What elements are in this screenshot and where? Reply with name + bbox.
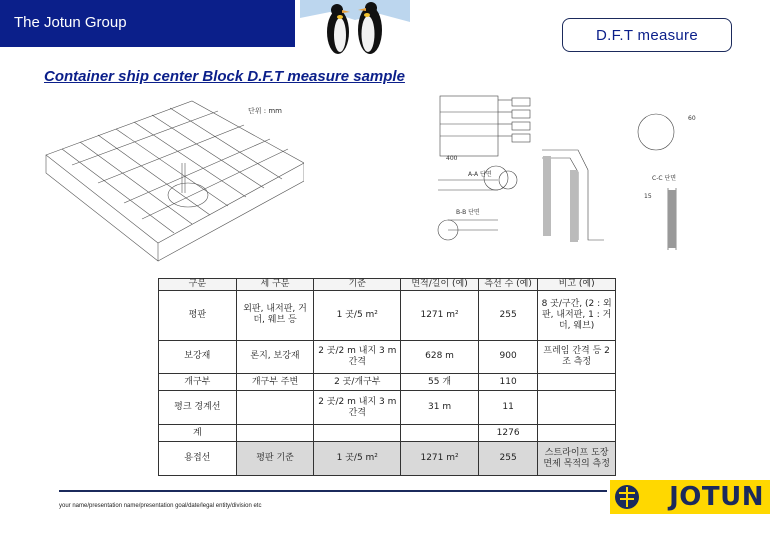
header-band xyxy=(0,0,295,47)
table-cell: 외판, 내저판, 거더, 웨브 등 xyxy=(236,291,314,341)
table-row xyxy=(159,291,616,341)
group-title: The Jotun Group xyxy=(14,14,127,31)
table-cell: 2 곳/개구부 xyxy=(314,374,401,391)
page-title: Container ship center Block D.F.T measure sample xyxy=(44,68,405,85)
table-cell xyxy=(401,424,479,441)
table-cell: 스트라이프 도장 면제 목적의 측정 xyxy=(538,442,616,476)
jotun-logo xyxy=(610,480,770,514)
table-cell xyxy=(314,424,401,441)
section-title: D.F.T measure xyxy=(596,26,698,44)
section-title-box xyxy=(562,18,732,52)
table-cell: 2 곳/2 m 내지 3 m 간격 xyxy=(314,391,401,425)
table-cell: 평판 xyxy=(159,291,237,341)
table-cell xyxy=(538,374,616,391)
table-cell: 평판 기준 xyxy=(236,442,314,476)
footer-text: your name/presentation name/presentation goal/date/legal entity/division etc xyxy=(59,503,262,509)
table-cell xyxy=(236,391,314,425)
table-row xyxy=(159,424,616,441)
logo-wordmark: JOTUN xyxy=(669,482,764,512)
label-dim-400: 400 xyxy=(446,155,458,162)
table-cell: 255 xyxy=(478,291,537,341)
label-aa-section: A-A 단면 xyxy=(468,171,492,178)
jotun-emblem-icon xyxy=(614,484,640,510)
col-header: 구분 xyxy=(159,279,237,291)
block-isometric-drawing xyxy=(42,93,304,263)
table-cell: 1271 m² xyxy=(401,291,479,341)
table-cell: 개구부 주변 xyxy=(236,374,314,391)
table-cell: 2 곳/2 m 내지 3 m 간격 xyxy=(314,340,401,374)
table-row xyxy=(159,442,616,476)
table-row xyxy=(159,340,616,374)
label-dim-60: 60 xyxy=(688,115,696,122)
label-bb-section: B-B 단면 xyxy=(456,209,480,216)
table-cell: 계 xyxy=(159,424,237,441)
col-header: 기준 xyxy=(314,279,401,291)
dft-spec-table xyxy=(158,278,616,476)
table-cell: 보강재 xyxy=(159,340,237,374)
footer-divider xyxy=(59,490,607,492)
col-header: 세 구분 xyxy=(236,279,314,291)
penguins-image xyxy=(300,0,410,55)
table-cell: 1276 xyxy=(478,424,537,441)
table-cell: 900 xyxy=(478,340,537,374)
table-cell: 용접선 xyxy=(159,442,237,476)
table-header-row xyxy=(159,279,616,291)
table-cell: 31 m xyxy=(401,391,479,425)
col-header: 비고 (예) xyxy=(538,279,616,291)
table-cell: 255 xyxy=(478,442,537,476)
table-cell: 628 m xyxy=(401,340,479,374)
label-dim-15: 15 xyxy=(644,193,652,200)
table-cell: 8 곳/구간, (2 : 외판, 내저판, 1 : 거더, 웨브) xyxy=(538,291,616,341)
col-header: 면적/길이 (예) xyxy=(401,279,479,291)
table-cell: 55 개 xyxy=(401,374,479,391)
table-cell: 론지, 보강재 xyxy=(236,340,314,374)
table-cell: 1 곳/5 m² xyxy=(314,291,401,341)
col-header: 측선 수 (예) xyxy=(478,279,537,291)
table-cell: 프레임 간격 등 2 조 측정 xyxy=(538,340,616,374)
table-cell: 1 곳/5 m² xyxy=(314,442,401,476)
table-cell xyxy=(538,391,616,425)
label-cc-section: C-C 단면 xyxy=(652,175,677,182)
table-row xyxy=(159,391,616,425)
section-detail-drawing xyxy=(408,90,723,260)
table-cell: 개구부 xyxy=(159,374,237,391)
table-cell xyxy=(236,424,314,441)
table-cell: 110 xyxy=(478,374,537,391)
table-cell: 11 xyxy=(478,391,537,425)
table-row xyxy=(159,374,616,391)
table-cell xyxy=(538,424,616,441)
table-cell: 1271 m² xyxy=(401,442,479,476)
table-cell: 평크 경계선 xyxy=(159,391,237,425)
unit-label: 단위 : mm xyxy=(248,107,282,115)
